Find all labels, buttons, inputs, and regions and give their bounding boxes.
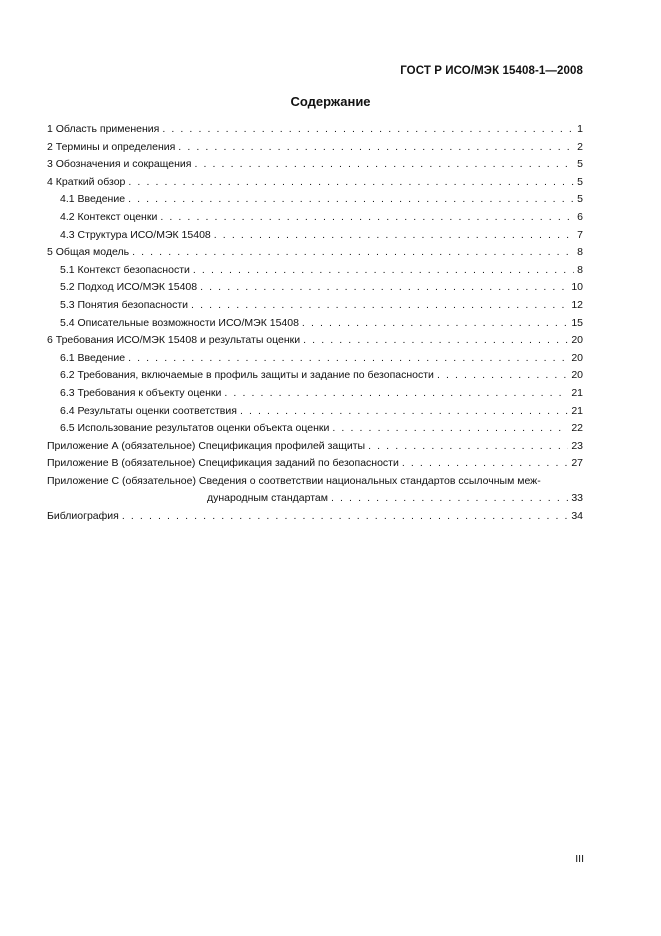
toc-entry-text: Приложение С (обязательное) Сведения о соответствии национальных стандартов ссылочным меж- [47,474,541,487]
toc-entry-page: 22 [571,422,583,435]
toc-entry[interactable] [47,403,583,421]
toc-entry-text: 1 Область применения [47,123,160,135]
toc-entry-text: 4.1 Введение [60,193,126,206]
toc-entry[interactable] [47,244,583,262]
toc-entry-page: 5 [577,158,583,171]
toc-entry[interactable] [47,191,583,209]
toc-entry[interactable] [47,350,583,368]
toc-leader-dots [128,174,574,192]
toc-entry[interactable] [47,279,583,297]
toc-entry-text: 5 Общая модель [47,246,130,259]
toc-entry-text: Приложение В (обязательное) Спецификация заданий по безопасности [47,457,399,470]
table-of-contents [47,121,583,526]
toc-leader-dots [132,244,574,262]
toc-entry-text: 5.2 Подход ИСО/МЭК 15408 [60,281,198,294]
toc-leader-dots [331,490,568,508]
toc-entry-text: 6.5 Использование результатов оценки объекта оценки [60,422,330,435]
toc-entry-text: 6.4 Результаты оценки соответствия [60,404,237,417]
toc-entry-page: 20 [571,334,583,347]
toc-entry-text: Библиография [47,510,119,523]
toc-entry[interactable] [47,262,583,280]
toc-entry[interactable] [47,121,583,139]
toc-entry[interactable] [47,174,583,192]
toc-entry-text: 5.4 Описательные возможности ИСО/МЭК 15408 [60,316,299,329]
toc-entry-text: 4.3 Структура ИСО/МЭК 15408 [60,228,211,241]
toc-entry[interactable] [47,490,583,508]
toc-entry[interactable] [47,455,583,473]
toc-entry[interactable] [47,209,583,227]
toc-leader-dots [437,367,568,385]
toc-leader-dots [191,297,568,315]
toc-entry[interactable] [47,332,583,350]
toc-entry-text: 5.3 Понятия безопасности [60,298,189,311]
toc-leader-dots [193,262,574,280]
toc-leader-dots [162,121,574,139]
toc-entry-page: 6 [577,210,583,223]
toc-entry-page: 2 [577,140,583,153]
toc-entry-page: 21 [571,404,583,417]
toc-entry-text: Приложение А (обязательное) Спецификация профилей защиты [47,439,366,452]
toc-entry-page: 34 [571,510,583,523]
toc-entry-page: 5 [577,193,583,206]
toc-entry-page: 27 [571,457,583,470]
toc-entry[interactable] [47,420,583,438]
toc-entry-page: 5 [577,175,583,188]
toc-leader-dots [160,209,574,227]
toc-entry-page: 23 [571,439,583,452]
toc-entry[interactable] [47,315,583,333]
toc-entry[interactable] [47,508,583,526]
toc-entry-page: 8 [577,246,583,259]
toc-entry-text: 2 Термины и определения [47,140,176,153]
toc-leader-dots [200,279,568,297]
toc-leader-dots [332,420,568,438]
toc-leader-dots [194,156,574,174]
toc-entry[interactable] [47,385,583,403]
toc-leader-dots [178,139,574,157]
toc-leader-dots [128,191,574,209]
toc-leader-dots [302,315,568,333]
toc-entry-text: 3 Обозначения и сокращения [47,158,192,171]
toc-entry-page: 10 [571,281,583,294]
toc-leader-dots [122,508,568,526]
toc-entry[interactable] [47,297,583,315]
toc-entry-text: 5.1 Контекст безопасности [60,263,190,276]
toc-entry-text: 6.1 Введение [60,351,126,364]
toc-entry-page: 12 [571,298,583,311]
toc-entry-page: 8 [577,263,583,276]
toc-entry[interactable] [47,438,583,456]
toc-leader-dots [402,455,568,473]
toc-entry-page: 20 [571,351,583,364]
toc-title: Содержание [290,94,371,109]
toc-leader-dots [303,332,568,350]
toc-entry-text: 6.3 Требования к объекту оценки [60,386,222,399]
toc-entry-page: 1 [577,123,583,135]
toc-leader-dots [368,438,568,456]
toc-entry-page: 20 [571,369,583,382]
toc-entry[interactable] [47,473,583,491]
toc-leader-dots [128,350,568,368]
toc-entry[interactable] [47,156,583,174]
toc-entry-text: 6 Требования ИСО/МЭК 15408 и результаты оценки [47,334,301,347]
toc-entry[interactable] [47,139,583,157]
toc-entry[interactable] [47,367,583,385]
toc-entry-page: 15 [571,316,583,329]
toc-entry-text: 6.2 Требования, включаемые в профиль защиты и задание по безопасности [60,369,434,382]
toc-entry[interactable] [47,227,583,245]
toc-leader-dots [224,385,568,403]
toc-leader-dots [240,403,568,421]
toc-entry-page: 7 [577,228,583,241]
page-number: III [575,853,584,865]
document-code: ГОСТ Р ИСО/МЭК 15408-1—2008 [400,65,583,77]
toc-entry-text: дународным стандартам [207,492,328,505]
toc-leader-dots [214,227,574,245]
toc-entry-page: 21 [571,386,583,399]
toc-entry-text: 4.2 Контекст оценки [60,210,158,223]
toc-entry-page: 33 [571,492,583,505]
toc-entry-text: 4 Краткий обзор [47,175,126,188]
